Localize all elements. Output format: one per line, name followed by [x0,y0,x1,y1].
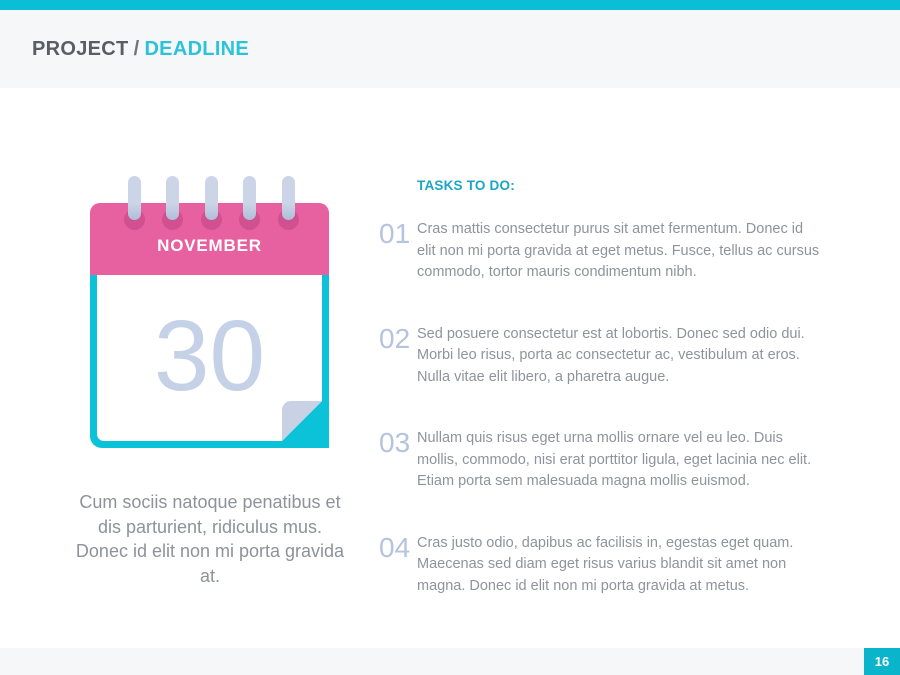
binder-ring [243,176,256,220]
task-item [379,219,824,284]
task-item [379,324,824,389]
task-item [379,428,824,493]
footer-band [0,648,900,675]
task-text: Cras justo odio, dapibus ac facilisis in, egestas eget quam. Maecenas sed diam eget risus varius blandit sit amet non magna. Donec id elit non mi porta gravida at metus. [417,534,794,594]
task-number: 02 [379,322,411,354]
calendar-month-label: NOVEMBER [157,236,262,255]
tasks-heading: TASKS TO DO: [417,178,515,193]
calendar-caption: Cum sociis natoque penatibus et dis parturient, ridiculus mus. Donec id elit non mi porta gravida at. [75,492,345,586]
slide-title [32,38,249,61]
task-number: 03 [379,427,411,458]
slide-title-secondary: DEADLINE [144,37,250,60]
binder-ring [205,176,218,220]
task-text: Nullam quis risus eget urna mollis ornare vel eu leo. Duis mollis, commodo, nisi erat porttitor ligula, eget lacinia nec elit. Etiam porta sem malesuada magna mollis euismod. [417,430,812,489]
calendar-graphic [90,176,329,448]
top-accent-bar [0,0,900,10]
page-number-box [864,648,900,675]
slide-title-separator: / [133,37,140,60]
tasks-section [379,178,824,597]
task-text: Sed posuere consectetur est at lobortis. Donec sed odio dui. Morbi leo risus, porta ac consectetur ac, vestibulum at eros. Nulla vitae elit libero, a pharetra augue. [417,325,805,385]
task-number: 01 [379,218,411,249]
binder-ring [166,176,179,220]
slide-title-primary: PROJECT [32,37,129,60]
page-number: 16 [874,654,890,669]
task-text: Cras mattis consectetur purus sit amet fermentum. Donec id elit non mi porta gravida at eget metus. Fusce, tellus ac cursus commodo, tortor mauris condimentum nibh. [417,221,820,280]
binder-ring [128,176,141,220]
task-item [379,533,824,598]
calendar-day-number: 30 [153,300,266,412]
calendar-body [90,275,329,448]
binder-ring [282,176,295,220]
task-number: 04 [379,531,411,563]
slide-header [0,10,900,88]
